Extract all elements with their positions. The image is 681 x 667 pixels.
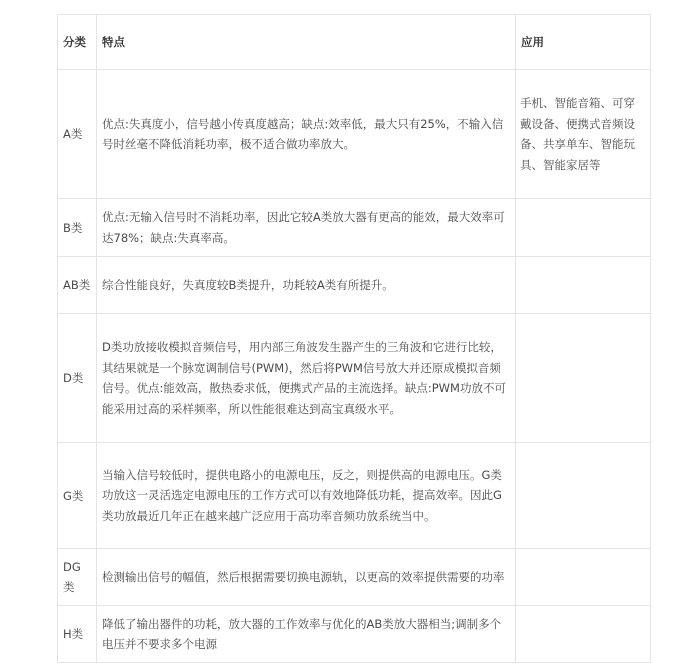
header-features: 特点 bbox=[97, 15, 516, 70]
row-features: D类功放接收模拟音频信号，用内部三角波发生器产生的三角波和它进行比较，其结果就是一个脉宽调制信号(PWM)，然后将PWM信号放大并还原成模拟音频信号。优点:能效高，散热委求低，便携式产品的主流选择。缺点:PWM功放不可能采用过高的采样频率，所以性能很难达到高宝真级水平。 bbox=[97, 314, 516, 443]
amplifier-class-table bbox=[57, 14, 651, 663]
row-application: 手机、智能音箱、可穿戴设备、便携式音频设备、共享单车、智能玩具、智能家居等 bbox=[516, 70, 651, 199]
table-row bbox=[58, 70, 651, 199]
table-row bbox=[58, 257, 651, 314]
row-features: 降低了输出器件的功耗，放大器的工作效率与优化的AB类放大器相当;调制多个电压并不要求多个电源 bbox=[97, 606, 516, 663]
row-features: 当输入信号较低时，提供电路小的电源电压，反之，则提供高的电源电压。G类功放这一灵活选定电源电压的工作方式可以有效地降低功耗，提高效率。因此G类功放最近几年正在越来越广泛应用于高功率音频功放系统当中。 bbox=[97, 443, 516, 549]
table-row bbox=[58, 199, 651, 257]
row-application bbox=[516, 314, 651, 443]
table-row bbox=[58, 314, 651, 443]
table-row bbox=[58, 606, 651, 663]
amplifier-class-table-container bbox=[57, 14, 651, 663]
row-category: A类 bbox=[58, 70, 97, 199]
row-features: 优点:无输入信号时不消耗功率，因此它较A类放大器有更高的能效，最大效率可达78%；缺点:失真率高。 bbox=[97, 199, 516, 257]
row-application bbox=[516, 606, 651, 663]
row-category: G类 bbox=[58, 443, 97, 549]
row-application bbox=[516, 443, 651, 549]
row-category: AB类 bbox=[58, 257, 97, 314]
table-row bbox=[58, 549, 651, 606]
row-application bbox=[516, 257, 651, 314]
row-application bbox=[516, 199, 651, 257]
table-header-row bbox=[58, 15, 651, 70]
row-category: H类 bbox=[58, 606, 97, 663]
row-application bbox=[516, 549, 651, 606]
header-application: 应用 bbox=[516, 15, 651, 70]
row-features: 检测输出信号的幅值，然后根据需要切换电源轨，以更高的效率提供需要的功率 bbox=[97, 549, 516, 606]
header-category: 分类 bbox=[58, 15, 97, 70]
table-row bbox=[58, 443, 651, 549]
row-features: 优点:失真度小，信号越小传真度越高；缺点:效率低，最大只有25%，不输入信号时丝毫不降低消耗功率，极不适合做功率放大。 bbox=[97, 70, 516, 199]
row-category: D类 bbox=[58, 314, 97, 443]
row-features: 综合性能良好，失真度较B类提升，功耗较A类有所提升。 bbox=[97, 257, 516, 314]
row-category: B类 bbox=[58, 199, 97, 257]
row-category: DG类 bbox=[58, 549, 97, 606]
